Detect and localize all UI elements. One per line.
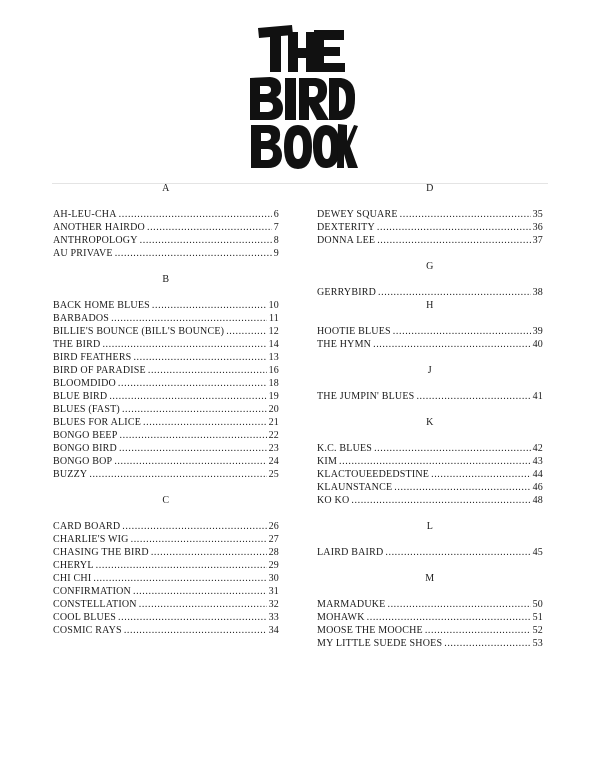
index-entry: CONFIRMATION ..... 31 [53, 585, 279, 598]
index-entry: AH-LEU-CHA ..... 6 [53, 208, 279, 221]
index-entry: BUZZY ..... 25 [53, 468, 279, 481]
section-letter-h: H [426, 300, 434, 311]
index-column-left [53, 182, 279, 637]
index-entry: LAIRD BAIRD ..... 45 [317, 546, 543, 559]
index-column-right [317, 182, 543, 650]
index-entry: BARBADOS ..... 11 [53, 312, 279, 325]
index-entry: MOOSE THE MOOCHE ..... 52 [317, 624, 543, 637]
section-letter-b: B [162, 274, 170, 285]
index-entry: COSMIC RAYS ..... 34 [53, 624, 279, 637]
section-letter-m: M [425, 573, 435, 584]
index-entry: CHASING THE BIRD ..... 28 [53, 546, 279, 559]
index-entry: ANOTHER HAIRDO ..... 7 [53, 221, 279, 234]
section-letter-j: J [427, 365, 433, 376]
index-entry: DEWEY SQUARE ..... 35 [317, 208, 543, 221]
index-entry: KLACTOUEEDEDSTINE ..... 44 [317, 468, 543, 481]
bird-book-logo [248, 22, 358, 172]
index-entry: COOL BLUES ..... 33 [53, 611, 279, 624]
index-entry: KO KO ..... 48 [317, 494, 543, 507]
index-entry: BLUE BIRD ..... 19 [53, 390, 279, 403]
index-entry: THE BIRD ..... 14 [53, 338, 279, 351]
index-entry: GERRYBIRD ..... 38 [317, 286, 543, 299]
index-entry: BILLIE'S BOUNCE (BILL'S BOUNCE) ..... 12 [53, 325, 279, 338]
index-entry: MARMADUKE ..... 50 [317, 598, 543, 611]
index-entry: BLUES FOR ALICE ..... 21 [53, 416, 279, 429]
section-letter-c: C [162, 495, 170, 506]
index-entry: HOOTIE BLUES ..... 39 [317, 325, 543, 338]
index-entry: CHARLIE'S WIG ..... 27 [53, 533, 279, 546]
index-entry: CONSTELLATION ..... 32 [53, 598, 279, 611]
index-entry: BIRD FEATHERS ..... 13 [53, 351, 279, 364]
index-entry: BLOOMDIDO ..... 18 [53, 377, 279, 390]
index-entry: AU PRIVAVE ..... 9 [53, 247, 279, 260]
index-entry: BLUES (FAST) ..... 20 [53, 403, 279, 416]
index-entry: BONGO BIRD ..... 23 [53, 442, 279, 455]
index-entry: CHERYL ..... 29 [53, 559, 279, 572]
index-entry: THE JUMPIN' BLUES ..... 41 [317, 390, 543, 403]
index-entry: CARD BOARD ..... 26 [53, 520, 279, 533]
index-entry: DONNA LEE ..... 37 [317, 234, 543, 247]
index-entry: CHI CHI ..... 30 [53, 572, 279, 585]
index-entry: THE HYMN ..... 40 [317, 338, 543, 351]
index-entry: ANTHROPOLOGY ..... 8 [53, 234, 279, 247]
index-entry: MOHAWK ..... 51 [317, 611, 543, 624]
section-letter-a: A [162, 183, 170, 194]
index-entry: KIM ..... 43 [317, 455, 543, 468]
section-letter-l: L [426, 521, 434, 532]
index-entry: K.C. BLUES ..... 42 [317, 442, 543, 455]
index-entry: MY LITTLE SUEDE SHOES ..... 53 [317, 637, 543, 650]
section-letter-d: D [426, 183, 434, 194]
index-entry: BIRD OF PARADISE ..... 16 [53, 364, 279, 377]
section-letter-k: K [426, 417, 434, 428]
index-entry: BACK HOME BLUES ..... 10 [53, 299, 279, 312]
index-entry: BONGO BEEP ..... 22 [53, 429, 279, 442]
index-entry: KLAUNSTANCE ..... 46 [317, 481, 543, 494]
index-entry: BONGO BOP ..... 24 [53, 455, 279, 468]
section-letter-g: G [426, 261, 434, 272]
index-entry: DEXTERITY ..... 36 [317, 221, 543, 234]
